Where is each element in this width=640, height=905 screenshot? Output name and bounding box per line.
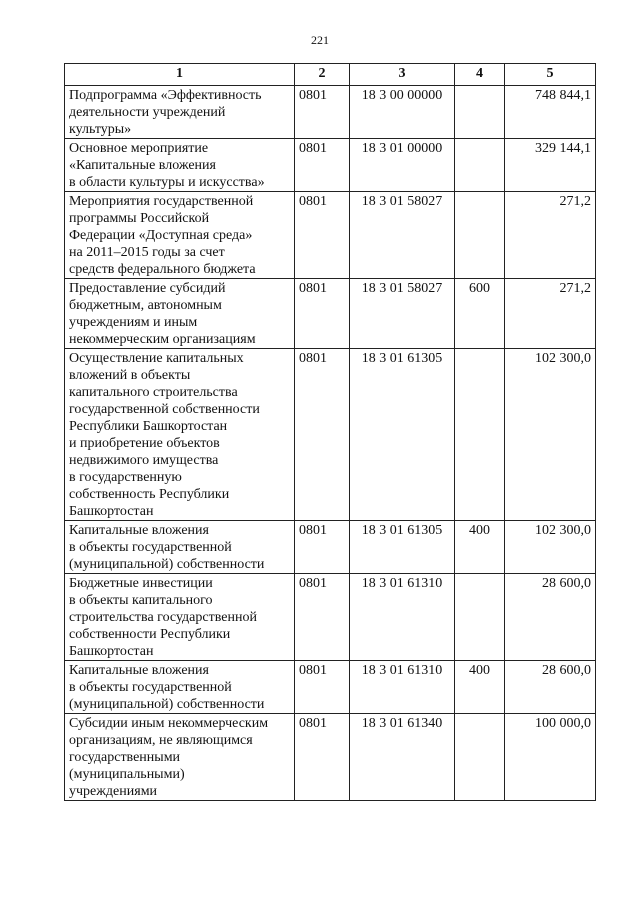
- row-section: 0801: [295, 86, 350, 139]
- table-row: [65, 574, 596, 661]
- row-amount: 329 144,1: [505, 139, 596, 192]
- column-header-amount: 5: [505, 64, 596, 86]
- column-header-expense-kind: 4: [455, 64, 505, 86]
- row-expense-kind: [455, 139, 505, 192]
- row-amount: 28 600,0: [505, 661, 596, 714]
- row-target-article: 18 3 01 61305: [350, 521, 455, 574]
- row-section: 0801: [295, 192, 350, 279]
- row-expense-kind: 600: [455, 279, 505, 349]
- row-amount: 748 844,1: [505, 86, 596, 139]
- row-expense-kind: [455, 86, 505, 139]
- row-section: 0801: [295, 139, 350, 192]
- row-target-article: 18 3 00 00000: [350, 86, 455, 139]
- row-expense-kind: [455, 714, 505, 801]
- table-row: [65, 349, 596, 521]
- row-target-article: 18 3 01 00000: [350, 139, 455, 192]
- row-name: Капитальные вложения в объекты государственной (муниципальной) собственности: [65, 661, 295, 714]
- row-amount: 271,2: [505, 192, 596, 279]
- row-expense-kind: 400: [455, 661, 505, 714]
- row-section: 0801: [295, 279, 350, 349]
- row-amount: 271,2: [505, 279, 596, 349]
- row-section: 0801: [295, 661, 350, 714]
- row-target-article: 18 3 01 61310: [350, 574, 455, 661]
- row-name: Осуществление капитальных вложений в объекты капитального строительства государственной собственности Республики Башкортостан и приобретение объектов недвижимого имущества в государственную собственность Республики Башкортостан: [65, 349, 295, 521]
- row-section: 0801: [295, 521, 350, 574]
- budget-table: [64, 63, 596, 801]
- row-name: Подпрограмма «Эффективность деятельности учреждений культуры»: [65, 86, 295, 139]
- table-row: [65, 714, 596, 801]
- row-expense-kind: [455, 349, 505, 521]
- row-expense-kind: [455, 192, 505, 279]
- row-name: Основное мероприятие «Капитальные вложения в области культуры и искусства»: [65, 139, 295, 192]
- row-expense-kind: 400: [455, 521, 505, 574]
- row-expense-kind: [455, 574, 505, 661]
- row-amount: 28 600,0: [505, 574, 596, 661]
- table-row: [65, 521, 596, 574]
- column-header-name: 1: [65, 64, 295, 86]
- row-amount: 102 300,0: [505, 349, 596, 521]
- table-row: [65, 139, 596, 192]
- row-amount: 102 300,0: [505, 521, 596, 574]
- row-section: 0801: [295, 349, 350, 521]
- row-target-article: 18 3 01 58027: [350, 192, 455, 279]
- row-target-article: 18 3 01 58027: [350, 279, 455, 349]
- row-target-article: 18 3 01 61310: [350, 661, 455, 714]
- table-header-row: [65, 64, 596, 86]
- row-name: Субсидии иным некоммерческим организациям, не являющимся государственными (муниципальными) учреждениями: [65, 714, 295, 801]
- column-header-section: 2: [295, 64, 350, 86]
- row-target-article: 18 3 01 61305: [350, 349, 455, 521]
- row-target-article: 18 3 01 61340: [350, 714, 455, 801]
- row-name: Мероприятия государственной программы Российской Федерации «Доступная среда» на 2011–2015 годы за счет средств федерального бюджета: [65, 192, 295, 279]
- row-section: 0801: [295, 574, 350, 661]
- row-name: Предоставление субсидий бюджетным, автономным учреждениям и иным некоммерческим организациям: [65, 279, 295, 349]
- column-header-target-article: 3: [350, 64, 455, 86]
- row-amount: 100 000,0: [505, 714, 596, 801]
- row-section: 0801: [295, 714, 350, 801]
- table-row: [65, 661, 596, 714]
- table-row: [65, 192, 596, 279]
- page-number: 221: [311, 33, 329, 47]
- table-row: [65, 279, 596, 349]
- table-row: [65, 86, 596, 139]
- row-name: Бюджетные инвестиции в объекты капитального строительства государственной собственности Республики Башкортостан: [65, 574, 295, 661]
- row-name: Капитальные вложения в объекты государственной (муниципальной) собственности: [65, 521, 295, 574]
